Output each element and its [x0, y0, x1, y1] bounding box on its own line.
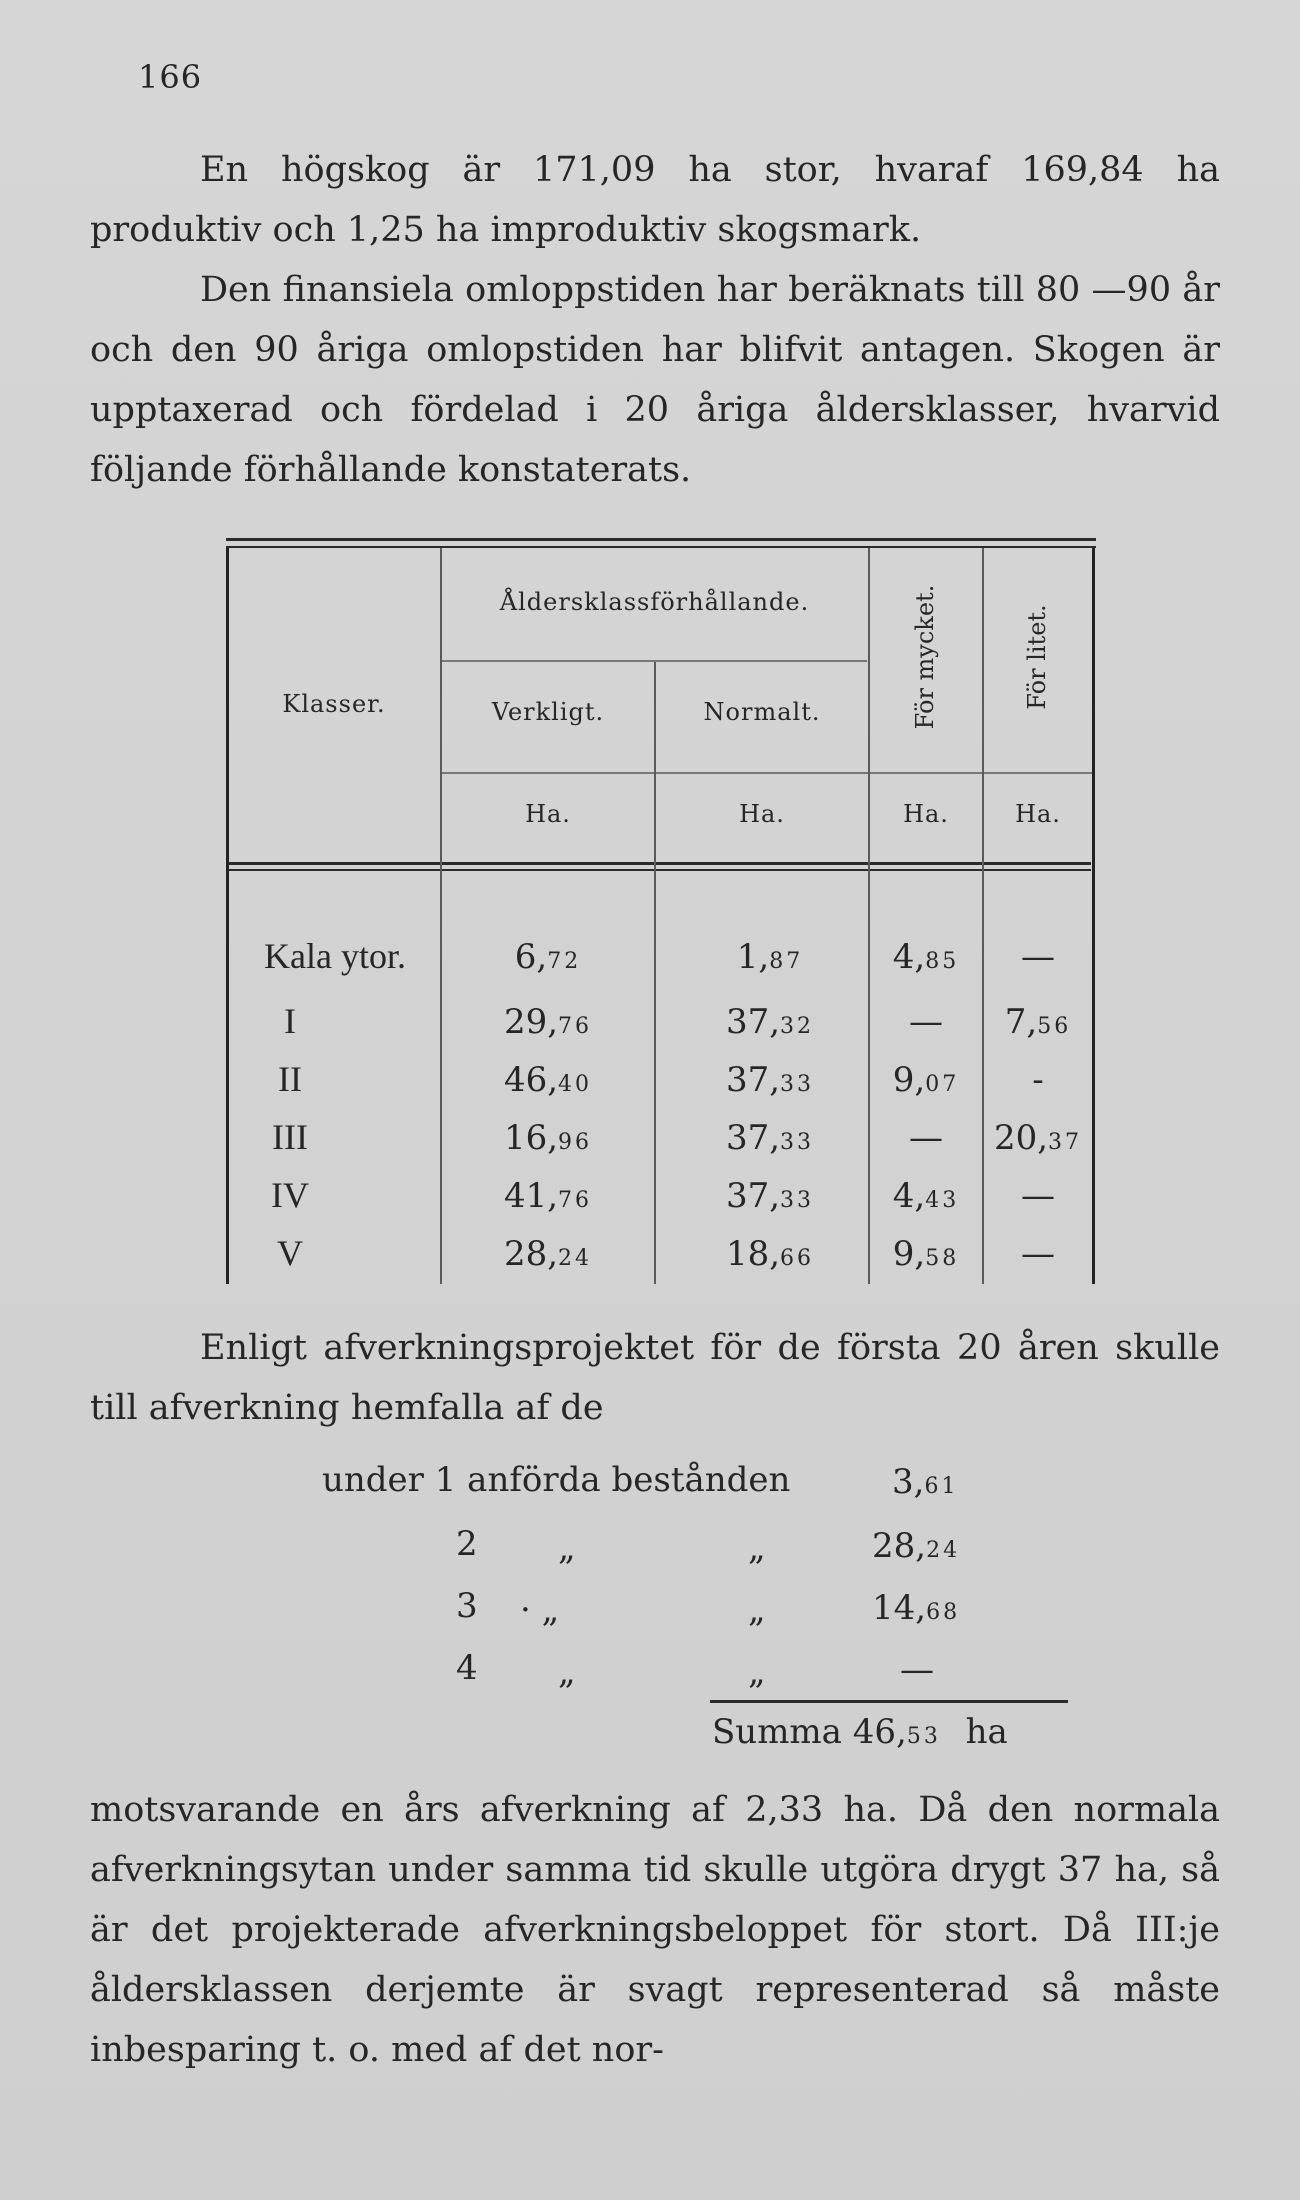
- unit-normalt: Ha.: [739, 800, 785, 828]
- group-header-rule: [442, 660, 867, 662]
- list-item-value: 3,61: [892, 1462, 959, 1502]
- ditto-mark: · „: [520, 1590, 560, 1630]
- summa-value: 46,53: [852, 1712, 941, 1752]
- table-header-rule-2: [226, 869, 1091, 871]
- ditto-mark: „: [558, 1528, 576, 1568]
- intro-line-2: Den finansiela omloppstiden har beräknats till 80 —90 år och den 90 åriga omlopstiden har blifvit antagen. Skogen är upptaxerad och fördelad i 20 åriga åldersklasser, hvarvid följande förhållande konstaterats.: [90, 270, 1220, 490]
- list-item-number: 2: [456, 1524, 478, 1564]
- summa-unit: ha: [965, 1712, 1008, 1752]
- verkligt-value: 29,76: [503, 1002, 593, 1042]
- verkligt-value: 28,24: [503, 1234, 593, 1274]
- normalt-value: 37,33: [725, 1060, 815, 1100]
- normalt-value: 18,66: [725, 1234, 815, 1274]
- row-class-label: I: [284, 1001, 296, 1041]
- list-item-number: 3: [456, 1586, 478, 1626]
- normalt-value: 37,32: [725, 1002, 815, 1042]
- list-item: [456, 1586, 478, 1626]
- header-klasser: Klasser.: [282, 690, 386, 718]
- for-litet-value: —: [1021, 1234, 1055, 1274]
- table-top-rule-2: [226, 546, 1096, 548]
- for-litet-value: —: [1021, 937, 1055, 977]
- sum-rule: [710, 1700, 1068, 1703]
- list-item-label: under 1 anförda bestånden: [322, 1460, 791, 1500]
- ditto-mark: „: [748, 1528, 766, 1568]
- row-class-label: II: [278, 1059, 302, 1099]
- unit-verkligt: Ha.: [525, 800, 571, 828]
- closing-paragraph: [90, 1780, 1220, 2080]
- summa-row: [712, 1712, 1008, 1752]
- list-item: [456, 1648, 478, 1688]
- table-header-rule: [226, 862, 1091, 865]
- unit-for-litet: Ha.: [1015, 800, 1061, 828]
- intro-paragraph: [90, 140, 1220, 500]
- table-right-border: [1092, 548, 1095, 1284]
- verkligt-value: 46,40: [503, 1060, 593, 1100]
- row-class-label: IV: [271, 1175, 309, 1215]
- for-litet-value: 7,56: [1004, 1002, 1072, 1042]
- normalt-value: 37,33: [725, 1118, 815, 1158]
- list-item: [322, 1460, 790, 1500]
- ditto-mark: „: [748, 1652, 766, 1692]
- col-divider-3: [868, 548, 870, 1284]
- list-item: [456, 1524, 478, 1564]
- for-litet-value: 20,37: [993, 1118, 1083, 1158]
- for-mycket-value: 4,85: [892, 937, 960, 977]
- verkligt-value: 6,72: [514, 937, 582, 977]
- for-mycket-value: 9,58: [892, 1234, 960, 1274]
- for-mycket-value: —: [909, 1118, 943, 1158]
- units-rule: [442, 772, 1092, 774]
- col-divider-4: [982, 548, 984, 1284]
- ditto-mark: „: [558, 1652, 576, 1692]
- for-litet-value: -: [1032, 1060, 1044, 1100]
- row-class-label: V: [277, 1233, 303, 1273]
- header-normalt: Normalt.: [703, 698, 821, 726]
- col-divider-2: [654, 662, 656, 1284]
- ditto-mark: „: [748, 1590, 766, 1630]
- table-top-rule: [226, 538, 1096, 541]
- list-item-value: —: [900, 1650, 934, 1690]
- row-class-label: III: [272, 1117, 308, 1157]
- table-left-border: [226, 548, 229, 1284]
- normalt-value: 1,87: [736, 937, 804, 977]
- verkligt-value: 41,76: [503, 1176, 593, 1216]
- header-aldersklassforhallande: Åldersklassförhållande.: [499, 588, 810, 616]
- list-item-value: 28,24: [872, 1526, 961, 1566]
- projection-paragraph: [90, 1318, 1220, 1438]
- intro-line-1: En högskog är 171,09 ha stor, hvaraf 169,84 ha produktiv och 1,25 ha improduktiv skogsmark.: [90, 150, 1220, 250]
- for-litet-value: —: [1021, 1176, 1055, 1216]
- for-mycket-value: 9,07: [892, 1060, 960, 1100]
- for-mycket-value: —: [909, 1002, 943, 1042]
- header-verkligt: Verkligt.: [491, 698, 605, 726]
- header-for-litet: För litet.: [1023, 604, 1051, 710]
- projection-text: Enligt afverkningsprojektet för de första 20 åren skulle till afverkning hemfalla af de: [90, 1328, 1220, 1428]
- verkligt-value: 16,96: [503, 1118, 593, 1158]
- page-number: 166: [138, 58, 203, 96]
- row-class-label: Kala ytor.: [264, 936, 406, 976]
- for-mycket-value: 4,43: [892, 1176, 960, 1216]
- normalt-value: 37,33: [725, 1176, 815, 1216]
- summa-label: Summa: [712, 1712, 842, 1752]
- unit-for-mycket: Ha.: [903, 800, 949, 828]
- list-item-number: 4: [456, 1648, 478, 1688]
- closing-text: motsvarande en års afverkning af 2,33 ha. Då den normala afverkningsytan under samma tid skulle utgöra drygt 37 ha, så är det projekterade afverkningsbeloppet för stort. Då III:je åldersklassen derjemte är svagt representerad så måste inbesparing t. o. med af det nor-: [90, 1790, 1220, 2070]
- list-item-value: 14,68: [872, 1588, 961, 1628]
- col-divider-1: [440, 548, 442, 1284]
- header-for-mycket: För mycket.: [911, 584, 939, 730]
